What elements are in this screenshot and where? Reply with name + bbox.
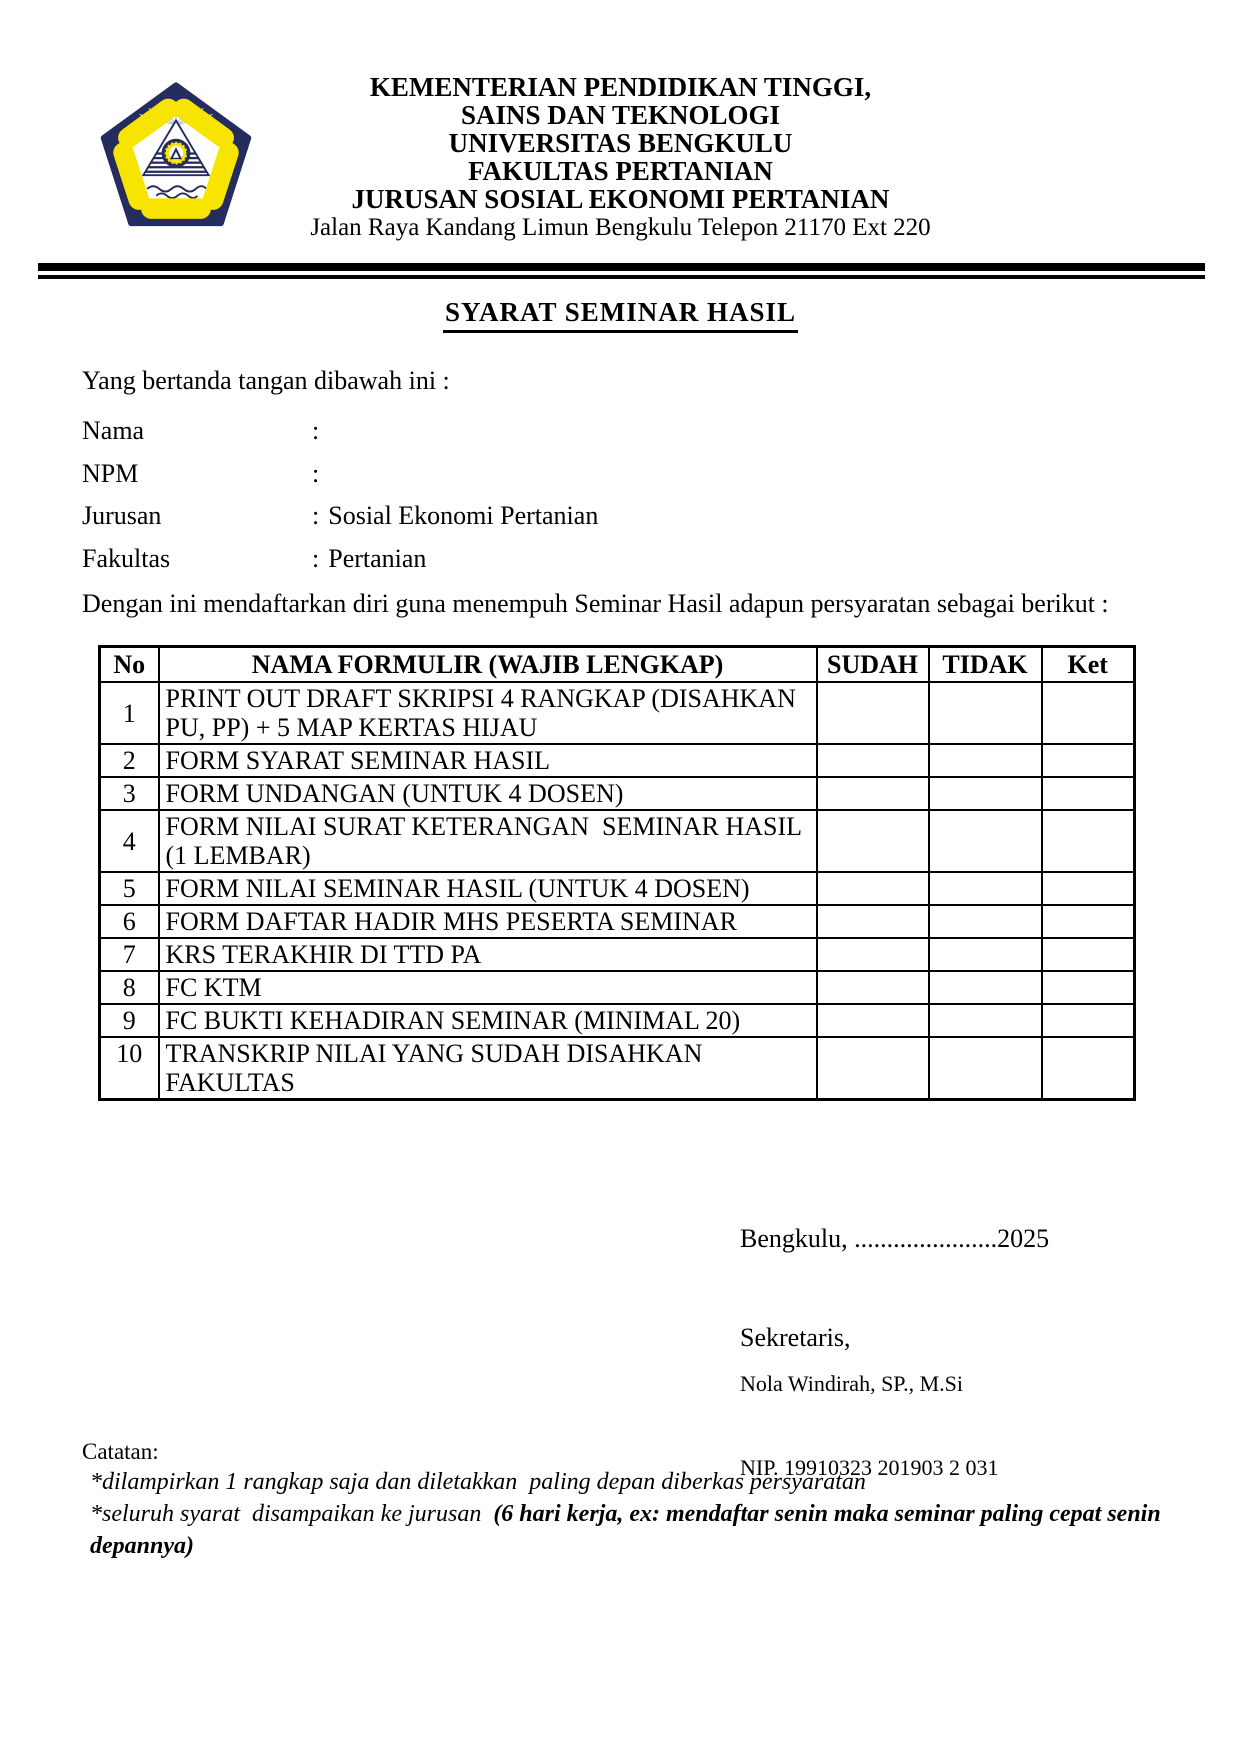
field-value: Sosial Ekonomi Pertanian (328, 501, 599, 530)
divider-thick-rule (38, 263, 1205, 271)
note-line-1: *dilampirkan 1 rangkap saja dan diletakkan paling depan diberkas persyaratan (90, 1469, 866, 1495)
table-row (100, 810, 1135, 872)
tidak-cell (929, 744, 1042, 777)
field-label: NPM (82, 459, 139, 488)
row-number: 4 (100, 810, 159, 872)
signature-place-date: Bengkulu, ......................2025 (740, 1224, 1050, 1253)
row-form-name: FORM NILAI SEMINAR HASIL (UNTUK 4 DOSEN) (159, 872, 817, 905)
col-header-sudah: SUDAH (817, 647, 929, 683)
row-form-name: PRINT OUT DRAFT SKRIPSI 4 RANGKAP (DISAHKAN PU, PP) + 5 MAP KERTAS HIJAU (159, 682, 817, 744)
row-form-name: FORM NILAI SURAT KETERANGAN SEMINAR HASIL (1 LEMBAR) (159, 810, 817, 872)
ket-cell (1042, 905, 1135, 938)
tidak-cell (929, 872, 1042, 905)
note-2-bold: (6 hari kerja, ex: mendaftar senin maka seminar paling cepat senin depannya) (90, 1501, 1167, 1559)
ministry-line: KEMENTERIAN PENDIDIKAN TINGGI, (369, 72, 872, 102)
faculty-line: FAKULTAS PERTANIAN (468, 156, 773, 186)
table-row (100, 905, 1135, 938)
row-number: 2 (100, 744, 159, 777)
note-line-2 (82, 1498, 1172, 1562)
university-line: UNIVERSITAS BENGKULU (448, 128, 793, 158)
row-form-name: KRS TERAKHIR DI TTD PA (159, 938, 817, 971)
ket-cell (1042, 682, 1135, 744)
ket-cell (1042, 1037, 1135, 1100)
row-number: 10 (100, 1037, 159, 1100)
requirements-table-wrap (98, 645, 1136, 1101)
field-row-fakultas (82, 544, 426, 574)
row-form-name: FC BUKTI KEHADIRAN SEMINAR (MINIMAL 20) (159, 1004, 817, 1037)
sudah-cell (817, 872, 929, 905)
address-line: Jalan Raya Kandang Limun Bengkulu Telepon 21170 Ext 220 (310, 214, 931, 241)
signature-role: Sekretaris, (740, 1323, 851, 1352)
department-line: JURUSAN SOSIAL EKONOMI PERTANIAN (351, 184, 890, 214)
statement-line: Dengan ini mendaftarkan diri guna menempuh Seminar Hasil adapun persyaratan sebagai berikut : (82, 589, 1109, 618)
row-number: 3 (100, 777, 159, 810)
ket-cell (1042, 744, 1135, 777)
row-form-name: FC KTM (159, 971, 817, 1004)
row-number: 7 (100, 938, 159, 971)
intro-line: Yang bertanda tangan dibawah ini : (82, 366, 450, 395)
ket-cell (1042, 810, 1135, 872)
tidak-cell (929, 905, 1042, 938)
sudah-cell (817, 744, 929, 777)
signature-nip: NIP. 19910323 201903 2 031 (740, 1455, 999, 1480)
table-row (100, 744, 1135, 777)
notes-section (82, 1438, 1172, 1562)
ket-cell (1042, 1004, 1135, 1037)
tidak-cell (929, 777, 1042, 810)
field-colon: : (312, 416, 320, 445)
field-colon: : (312, 501, 320, 530)
title-row (0, 297, 1241, 333)
notes-heading: Catatan: (82, 1439, 159, 1464)
signature-name: Nola Windirah, SP., M.Si (740, 1371, 964, 1396)
sudah-cell (817, 810, 929, 872)
tidak-cell (929, 810, 1042, 872)
row-form-name: FORM DAFTAR HADIR MHS PESERTA SEMINAR (159, 905, 817, 938)
field-row-nama (82, 416, 328, 446)
row-number: 1 (100, 682, 159, 744)
tidak-cell (929, 971, 1042, 1004)
row-form-name: FORM SYARAT SEMINAR HASIL (159, 744, 817, 777)
sudah-cell (817, 905, 929, 938)
note-2-regular: *seluruh syarat disampaikan ke jurusan (90, 1501, 494, 1527)
field-row-jurusan (82, 501, 598, 531)
table-row (100, 1037, 1135, 1100)
field-value: Pertanian (328, 544, 427, 573)
field-label: Jurusan (82, 501, 162, 530)
col-header-nama-formulir: NAMA FORMULIR (WAJIB LENGKAP) (159, 647, 817, 683)
table-row (100, 938, 1135, 971)
field-colon: : (312, 544, 320, 573)
tidak-cell (929, 938, 1042, 971)
field-label: Nama (82, 416, 145, 445)
row-number: 9 (100, 1004, 159, 1037)
col-header-ket: Ket (1042, 647, 1135, 683)
ket-cell (1042, 938, 1135, 971)
row-number: 5 (100, 872, 159, 905)
col-header-no: No (100, 647, 159, 683)
row-number: 8 (100, 971, 159, 1004)
sudah-cell (817, 682, 929, 744)
field-colon: : (312, 459, 320, 488)
tidak-cell (929, 1004, 1042, 1037)
sudah-cell (817, 938, 929, 971)
divider-thin-rule (38, 275, 1205, 279)
table-row (100, 872, 1135, 905)
requirements-table (98, 645, 1136, 1101)
table-row (100, 777, 1135, 810)
table-header-row (100, 647, 1135, 683)
sudah-cell (817, 777, 929, 810)
ministry-line-2: SAINS DAN TEKNOLOGI (460, 100, 781, 130)
table-row (100, 1004, 1135, 1037)
table-row (100, 971, 1135, 1004)
sudah-cell (817, 1004, 929, 1037)
field-row-npm (82, 459, 328, 489)
ket-cell (1042, 872, 1135, 905)
letterhead (0, 73, 1241, 241)
row-form-name: TRANSKRIP NILAI YANG SUDAH DISAHKAN FAKULTAS (159, 1037, 817, 1100)
sudah-cell (817, 1037, 929, 1100)
table-row (100, 682, 1135, 744)
row-number: 6 (100, 905, 159, 938)
ket-cell (1042, 777, 1135, 810)
tidak-cell (929, 682, 1042, 744)
ket-cell (1042, 971, 1135, 1004)
col-header-tidak: TIDAK (929, 647, 1042, 683)
tidak-cell (929, 1037, 1042, 1100)
sudah-cell (817, 971, 929, 1004)
field-label: Fakultas (82, 544, 171, 573)
page-title: SYARAT SEMINAR HASIL (443, 297, 798, 333)
row-form-name: FORM UNDANGAN (UNTUK 4 DOSEN) (159, 777, 817, 810)
